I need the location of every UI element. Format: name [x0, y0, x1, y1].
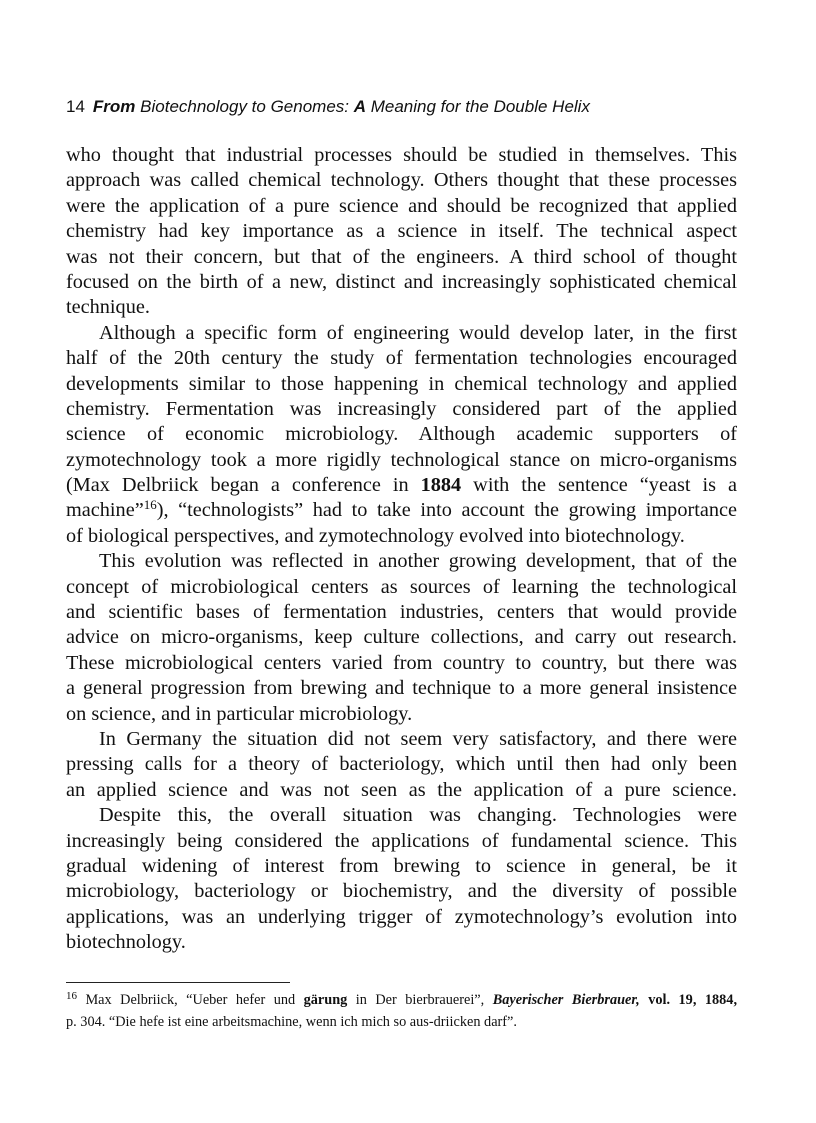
text-line: concept of microbiological centers as sources of learning the technological	[66, 575, 737, 598]
text-line: approach was called chemical technology. Others thought that these processes	[66, 169, 737, 192]
header-title-c: Meaning for the Double Helix	[366, 97, 590, 116]
text-line: chemistry. Fermentation was increasingly considered part of the applied	[66, 397, 737, 420]
text-line	[66, 473, 737, 498]
header-title-b: A	[353, 97, 366, 116]
text-line	[66, 498, 737, 523]
footnote-volume: vol. 19, 1884,	[639, 992, 738, 1008]
footnote	[66, 989, 737, 1033]
text-line: science of economic microbiology. Although academic supporters of	[66, 423, 737, 446]
text-line: This evolution was reflected in another growing development, that of the	[99, 550, 737, 573]
text-segment: ), “technologists” had to take into account the growing importance	[156, 499, 737, 522]
text-line: biotechnology.	[66, 931, 186, 954]
text-segment: with the sentence “yeast is a	[461, 474, 737, 497]
text-line: was not their concern, but that of the engineers. A third school of thought	[66, 245, 737, 268]
journal-title: Bayerischer Bierbrauer,	[492, 992, 640, 1008]
footnote-line: p. 304. “Die hefe ist eine arbeitsmachine, wenn ich mich so aus-driicken darf”.	[66, 1014, 517, 1030]
text-line: half of the 20th century the study of fermentation technologies encouraged	[66, 347, 737, 370]
footnote-text: Max Delbriick, “Ueber hefer und	[77, 992, 304, 1008]
text-line: applications, was an underlying trigger of zymotechnology’s evolution into	[66, 905, 737, 928]
body-text	[66, 143, 737, 956]
text-line: on science, and in particular microbiology.	[66, 702, 413, 725]
text-line: pressing calls for a theory of bacteriology, which until then had only been	[66, 753, 737, 776]
text-line: of biological perspectives, and zymotechnology evolved into biotechnology.	[66, 524, 685, 547]
footnote-divider	[66, 982, 290, 983]
bold-year: 1884	[420, 474, 462, 497]
text-line: were the application of a pure science and should be recognized that applied	[66, 194, 737, 217]
text-line: advice on micro-organisms, keep culture collections, and carry out research.	[66, 626, 737, 649]
text-line: and scientific bases of fermentation industries, centers that would provide	[66, 601, 737, 624]
text-line: who thought that industrial processes should be studied in themselves. This	[66, 144, 737, 166]
text-line: zymotechnology took a more rigidly technological stance on micro-organisms	[66, 448, 737, 471]
text-line: an applied science and was not seen as the application of a pure science.	[66, 778, 737, 801]
footnote-line	[66, 989, 737, 1011]
text-line: In Germany the situation did not seem very satisfactory, and there were	[99, 727, 737, 750]
text-segment: (Max Delbriick began a conference in	[66, 474, 421, 497]
footnote-text: in Der bierbrauerei”,	[347, 992, 493, 1008]
text-line: developments similar to those happening in chemical technology and applied	[66, 372, 737, 395]
text-line: a general progression from brewing and technique to a more general insistence	[66, 677, 737, 700]
footnote-bold: gärung	[303, 992, 348, 1008]
text-line: increasingly being considered the applications of fundamental science. This	[66, 829, 737, 852]
text-line: microbiology, bacteriology or biochemistry, and the diversity of possible	[66, 880, 737, 903]
text-line: Despite this, the overall situation was changing. Technologies were	[99, 804, 737, 827]
text-line: chemistry had key importance as a science in itself. The technical aspect	[66, 220, 737, 243]
footnote-ref: 16	[143, 497, 157, 513]
text-line: gradual widening of interest from brewing to science in general, be it	[66, 854, 737, 877]
footnote-number: 16	[66, 990, 77, 1002]
text-line: technique.	[66, 296, 150, 319]
header-from: From	[92, 97, 136, 116]
text-segment: machine”	[66, 499, 144, 522]
header-title-a: Biotechnology to Genomes:	[135, 97, 354, 116]
text-line: These microbiological centers varied from country to country, but there was	[66, 651, 737, 674]
running-header	[66, 97, 590, 117]
text-line: Although a specific form of engineering would develop later, in the first	[99, 321, 737, 344]
page-number: 14	[66, 97, 85, 116]
text-line: focused on the birth of a new, distinct and increasingly sophisticated chemical	[66, 270, 737, 293]
